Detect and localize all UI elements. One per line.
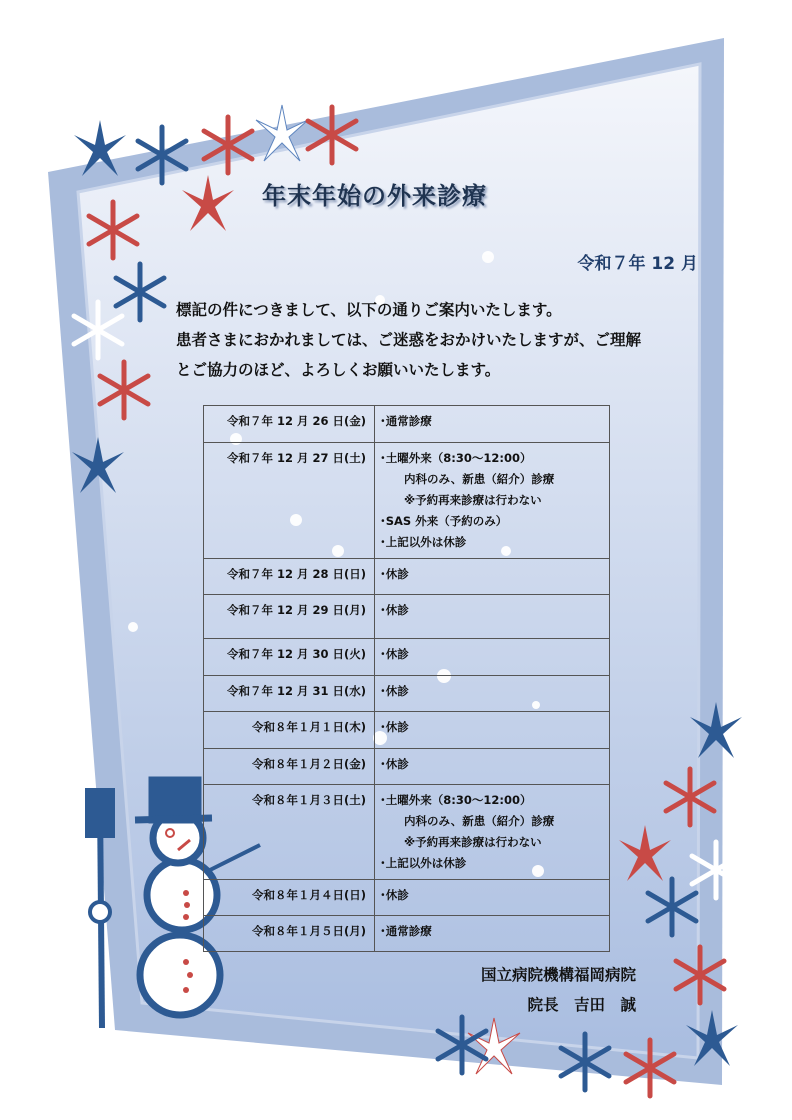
table-row — [204, 880, 610, 916]
status-line: ･通常診療 — [380, 414, 432, 428]
status-cell — [375, 749, 610, 785]
status-line: ･上記以外は休診 — [380, 856, 467, 870]
status-line: ･休診 — [380, 720, 409, 734]
table-row — [204, 559, 610, 595]
date-cell: 令和８年１月５日(月) — [204, 916, 375, 952]
date-cell: 令和８年１月４日(日) — [204, 880, 375, 916]
status-line: ･SAS 外来（予約のみ） — [380, 514, 508, 528]
date-cell: 令和８年１月２日(金) — [204, 749, 375, 785]
status-cell — [375, 595, 610, 639]
table-row — [204, 749, 610, 785]
status-cell — [375, 559, 610, 595]
status-cell — [375, 676, 610, 712]
status-line: ･通常診療 — [380, 924, 432, 938]
table-row — [204, 443, 610, 559]
intro-line: とご協力のほど、よろしくお願いいたします。 — [176, 361, 501, 379]
status-cell — [375, 785, 610, 880]
date-cell: 令和７年 12 月 27 日(土) — [204, 443, 375, 559]
status-line: ･休診 — [380, 603, 409, 617]
issue-date: 令和７年 12 月 — [577, 254, 698, 274]
status-line: ･土曜外来（8:30～12:00） — [380, 793, 532, 807]
date-cell: 令和７年 12 月 30 日(火) — [204, 639, 375, 676]
signature — [481, 960, 636, 1020]
table-row — [204, 676, 610, 712]
status-line: ※予約再来診療は行わない — [404, 493, 542, 507]
table-row — [204, 916, 610, 952]
status-cell — [375, 443, 610, 559]
status-line: ※予約再来診療は行わない — [404, 835, 542, 849]
status-line: 内科のみ、新患（紹介）診療 — [404, 472, 555, 486]
table-row — [204, 639, 610, 676]
status-cell — [375, 406, 610, 443]
date-cell: 令和７年 12 月 29 日(月) — [204, 595, 375, 639]
status-line: ･休診 — [380, 567, 409, 581]
date-cell: 令和７年 12 月 31 日(水) — [204, 676, 375, 712]
table-row — [204, 595, 610, 639]
schedule-table — [203, 405, 610, 952]
status-cell — [375, 916, 610, 952]
status-line: ･土曜外来（8:30～12:00） — [380, 451, 532, 465]
status-line: ･休診 — [380, 647, 409, 661]
table-row — [204, 785, 610, 880]
date-cell: 令和７年 12 月 28 日(日) — [204, 559, 375, 595]
director-name: 院長 吉田 誠 — [527, 996, 636, 1014]
organization-name: 国立病院機構福岡病院 — [480, 966, 636, 984]
table-row — [204, 712, 610, 749]
intro-text — [176, 295, 641, 385]
date-cell: 令和７年 12 月 26 日(金) — [204, 406, 375, 443]
date-cell: 令和８年１月１日(木) — [204, 712, 375, 749]
intro-line: 患者さまにおかれましては、ご迷惑をおかけいたしますが、ご理解 — [176, 331, 642, 349]
status-line: ･休診 — [380, 888, 409, 902]
status-cell — [375, 712, 610, 749]
status-line: ･休診 — [380, 684, 409, 698]
status-cell — [375, 639, 610, 676]
status-cell — [375, 880, 610, 916]
status-line: ･休診 — [380, 757, 409, 771]
intro-line: 標記の件につきまして、以下の通りご案内いたします。 — [176, 301, 562, 319]
table-row — [204, 406, 610, 443]
page-title: 年末年始の外来診療 — [262, 182, 487, 210]
status-line: 内科のみ、新患（紹介）診療 — [404, 814, 555, 828]
date-cell: 令和８年１月３日(土) — [204, 785, 375, 880]
status-line: ･上記以外は休診 — [380, 535, 467, 549]
